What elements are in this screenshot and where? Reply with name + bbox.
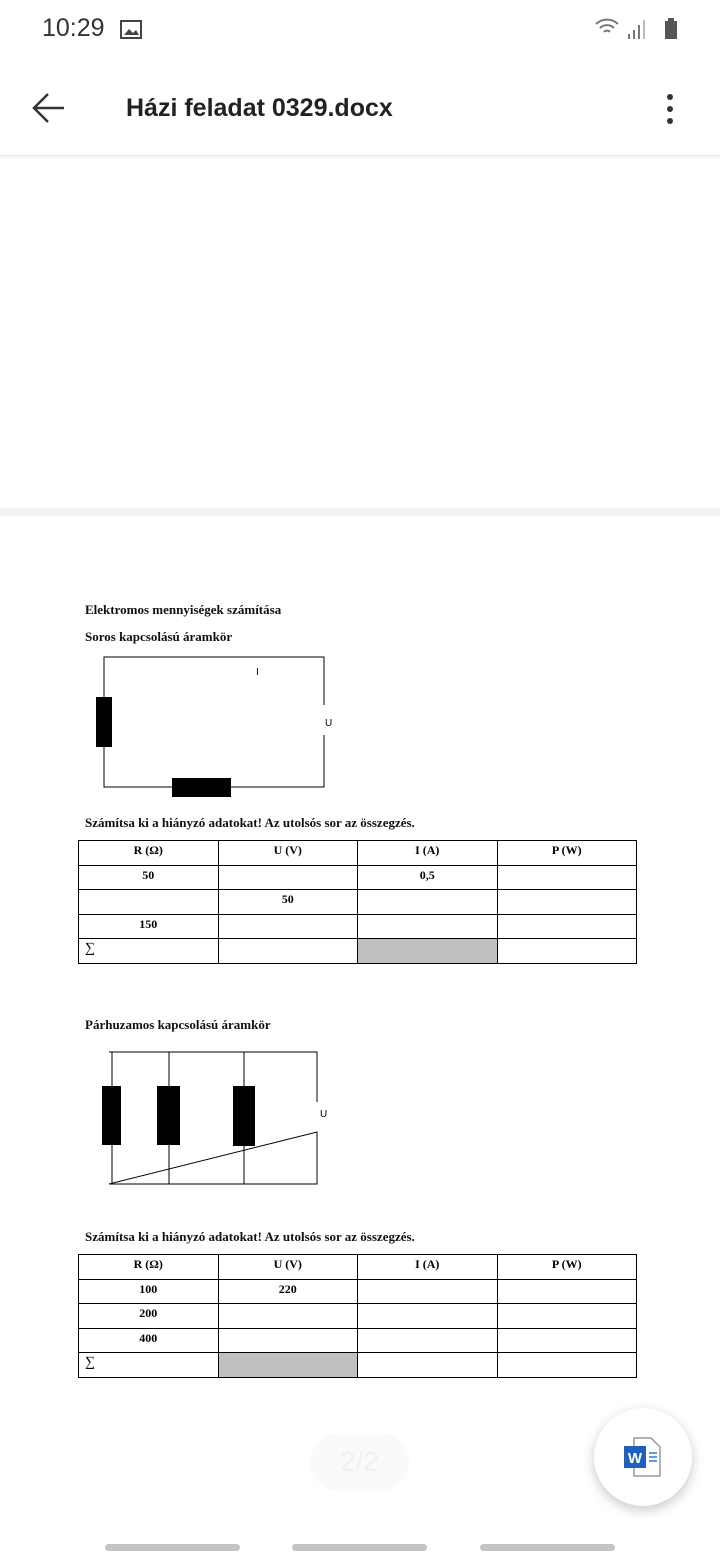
resistor [233,1086,255,1146]
table-row [79,1279,637,1304]
cell [497,1304,637,1329]
cell [497,1279,637,1304]
cell [497,1353,637,1378]
voltage-label: U [320,1109,328,1120]
page-separator [0,508,720,516]
shaded-cell [218,1353,358,1378]
cell: 400 [79,1328,219,1353]
signal-battery-icons [594,16,684,42]
header-cell: R (Ω) [79,1255,219,1280]
cell [218,1328,358,1353]
series-title: Soros kapcsolású áramkör [85,629,233,644]
resistor [96,697,112,747]
cell [218,914,358,939]
header-cell: P (W) [497,1255,637,1280]
current-label: I [256,667,259,678]
series-circuit-diagram [0,640,400,810]
resistor [157,1086,180,1145]
shaded-cell [358,939,498,964]
cell: 200 [79,1304,219,1329]
series-instruction: Számítsa ki a hiányzó adatokat! Az utolsós sor az összegzés. [85,815,415,830]
parallel-title: Párhuzamos kapcsolású áramkör [85,1017,271,1032]
cell [497,914,637,939]
sum-cell: ∑ [79,1353,219,1378]
svg-text:W: W [627,1450,643,1467]
cell: 150 [79,914,219,939]
image-notification-icon [120,20,142,40]
voltage-label: U [325,718,333,729]
table-header-row [79,841,637,866]
nav-bar-back[interactable] [480,1544,615,1551]
sum-row [79,939,637,964]
table-row [79,1328,637,1353]
header-cell: P (W) [497,841,637,866]
nav-bar-home[interactable] [292,1544,427,1551]
app-bar [0,60,720,156]
cell: 50 [218,890,358,915]
doc-heading: Elektromos mennyiségek számítása [85,602,282,617]
cell [497,1328,637,1353]
more-options-icon[interactable] [662,92,678,126]
header-cell: U (V) [218,1255,358,1280]
cell [358,890,498,915]
sum-cell: ∑ [79,939,219,964]
cell [358,914,498,939]
parallel-instruction: Számítsa ki a hiányzó adatokat! Az utolsós sor az összegzés. [85,1229,415,1244]
cell: 220 [218,1279,358,1304]
sum-row [79,1353,637,1378]
table-row [79,914,637,939]
cell [218,939,358,964]
cell [358,1279,498,1304]
nav-bar-recents[interactable] [105,1544,240,1551]
header-cell: I (A) [358,1255,498,1280]
header-cell: R (Ω) [79,841,219,866]
parallel-table [78,1254,637,1378]
cell [358,1328,498,1353]
table-row [79,865,637,890]
resistor [102,1086,121,1145]
cell [79,890,219,915]
back-arrow-icon[interactable] [30,90,68,126]
cell [497,890,637,915]
header-cell: U (V) [218,841,358,866]
status-time: 10:29 [42,14,105,42]
cell [218,865,358,890]
cell: 0,5 [358,865,498,890]
cell [218,1304,358,1329]
document-title: Házi feladat 0329.docx [126,94,393,122]
table-row [79,890,637,915]
page-indicator: 2/2 [310,1433,409,1491]
table-row [79,1304,637,1329]
series-table [78,840,637,964]
open-in-word-button[interactable] [594,1408,692,1506]
cell [358,1353,498,1378]
cell [497,865,637,890]
word-icon [622,1436,664,1478]
status-bar [0,0,720,60]
cell: 100 [79,1279,219,1304]
parallel-circuit-diagram [0,1040,400,1200]
resistor [172,778,231,797]
cell [358,1304,498,1329]
header-cell: I (A) [358,841,498,866]
table-header-row [79,1255,637,1280]
cell: 50 [79,865,219,890]
cell [497,939,637,964]
